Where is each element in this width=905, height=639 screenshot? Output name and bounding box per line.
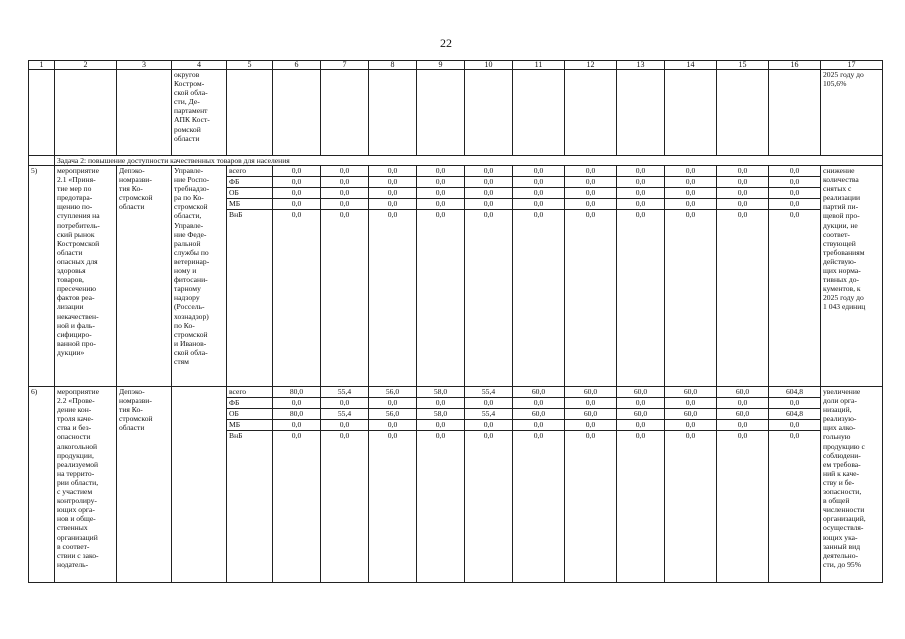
- funding-sources: [227, 166, 273, 387]
- value-column: [369, 166, 417, 387]
- funding-value: 56,0: [369, 409, 416, 420]
- funding-value: 0,0: [565, 199, 616, 210]
- funding-value: 0,0: [737, 210, 748, 219]
- funding-value: 0,0: [565, 166, 616, 177]
- column-number: 14: [665, 61, 717, 70]
- value-column: [617, 166, 665, 387]
- funding-value: 0,0: [483, 431, 494, 440]
- value-column: [769, 166, 821, 387]
- value-column: [769, 387, 821, 583]
- value-column: [417, 166, 465, 387]
- funding-value: 0,0: [387, 210, 398, 219]
- funding-value: 80,0: [273, 387, 320, 398]
- executor: Депэко- номразви- тия Ко- стромской области: [117, 166, 172, 387]
- funding-value: 55,4: [321, 387, 368, 398]
- funding-value: 0,0: [585, 431, 596, 440]
- funding-value: 0,0: [291, 431, 302, 440]
- funding-value: 0,0: [465, 166, 512, 177]
- value-column: [565, 387, 617, 583]
- funding-value: 0,0: [339, 210, 350, 219]
- funding-value: 60,0: [717, 409, 768, 420]
- funding-value: 0,0: [665, 166, 716, 177]
- continuation-row: [29, 70, 883, 156]
- value-column: [665, 166, 717, 387]
- value-column: [321, 387, 369, 583]
- continuation-result: 2025 году до 105,6%: [821, 70, 883, 156]
- funding-value: 0,0: [417, 199, 464, 210]
- funding-value: 60,0: [513, 409, 564, 420]
- funding-value: 0,0: [565, 177, 616, 188]
- column-number: 16: [769, 61, 821, 70]
- page-number: 22: [440, 36, 452, 50]
- value-column: [717, 166, 769, 387]
- funding-value: 0,0: [635, 210, 646, 219]
- funding-value: 0,0: [465, 177, 512, 188]
- funding-value: 604,8: [769, 387, 820, 398]
- funding-value: 60,0: [617, 387, 664, 398]
- column-number-row: [29, 61, 883, 70]
- funding-value: 0,0: [617, 199, 664, 210]
- funding-value: 0,0: [465, 420, 512, 431]
- funding-value: 0,0: [769, 177, 820, 188]
- column-number: 11: [513, 61, 565, 70]
- funding-value: 0,0: [789, 431, 800, 440]
- row-number: 6): [29, 387, 55, 583]
- funding-value: 0,0: [369, 398, 416, 409]
- value-column: [465, 387, 513, 583]
- measure-name: мероприятие 2.1 «Приня- тие мер по предотвра- щению по- ступления на потребитель- ский рынок Костромской области опасных для здоровья товаров, пресечению фактов реа- лизации некачествен- ной и фаль- сифициро- ванной про- дукции»: [55, 166, 117, 387]
- column-number: 2: [55, 61, 117, 70]
- funding-source: ФБ: [227, 398, 272, 409]
- column-number: 15: [717, 61, 769, 70]
- funding-value: 0,0: [321, 398, 368, 409]
- funding-value: 0,0: [717, 188, 768, 199]
- funding-source: ВнБ: [229, 431, 243, 440]
- funding-value: 0,0: [617, 166, 664, 177]
- value-column: [665, 387, 717, 583]
- funding-value: 80,0: [273, 409, 320, 420]
- value-column: [617, 387, 665, 583]
- column-number: 8: [369, 61, 417, 70]
- continuation-coexecutor: округов Костром- ской обла- сти, Де- партамент АПК Кост- ромской области: [172, 70, 227, 156]
- funding-value: 0,0: [617, 177, 664, 188]
- column-number: 17: [821, 61, 883, 70]
- funding-value: 0,0: [617, 188, 664, 199]
- funding-value: 58,0: [417, 387, 464, 398]
- funding-value: 0,0: [769, 199, 820, 210]
- funding-value: 0,0: [321, 188, 368, 199]
- funding-value: 0,0: [465, 199, 512, 210]
- funding-value: 60,0: [665, 387, 716, 398]
- value-column: [565, 166, 617, 387]
- measure-name: мероприятие 2.2 «Прове- дение кон- троля каче- ства и без- опасности алкогольной продукции, реализуемой на террито- рии области, с участием контролиру- ющих орга- нов и обще- ственных организаций в соответ- ствии с зако- нодатель-: [55, 387, 117, 583]
- funding-source: МБ: [227, 420, 272, 431]
- funding-source: МБ: [227, 199, 272, 210]
- funding-value: 0,0: [291, 210, 302, 219]
- task-title: Задача 2: повышение доступности качественных товаров для населения: [55, 156, 883, 166]
- funding-value: 0,0: [665, 188, 716, 199]
- funding-value: 0,0: [665, 177, 716, 188]
- funding-value: 0,0: [435, 431, 446, 440]
- funding-value: 55,4: [321, 409, 368, 420]
- column-number: 6: [273, 61, 321, 70]
- funding-source: всего: [227, 387, 272, 398]
- column-number: 9: [417, 61, 465, 70]
- funding-value: 0,0: [789, 210, 800, 219]
- funding-source: ОБ: [227, 188, 272, 199]
- funding-value: 0,0: [635, 431, 646, 440]
- funding-value: 0,0: [513, 166, 564, 177]
- funding-value: 604,8: [769, 409, 820, 420]
- column-number: 5: [227, 61, 273, 70]
- funding-value: 0,0: [617, 398, 664, 409]
- funding-source: ФБ: [227, 177, 272, 188]
- value-column: [273, 166, 321, 387]
- funding-value: 0,0: [369, 199, 416, 210]
- executor: Депэко- номразви- тия Ко- стромской области: [117, 387, 172, 583]
- funding-value: 0,0: [565, 398, 616, 409]
- funding-value: 0,0: [369, 177, 416, 188]
- value-column: [465, 166, 513, 387]
- funding-value: 0,0: [665, 199, 716, 210]
- co-executor: [172, 387, 227, 583]
- value-column: [513, 166, 565, 387]
- funding-value: 0,0: [369, 188, 416, 199]
- funding-value: 0,0: [513, 199, 564, 210]
- funding-value: 0,0: [769, 420, 820, 431]
- funding-value: 0,0: [465, 188, 512, 199]
- column-number: 7: [321, 61, 369, 70]
- funding-sources: [227, 387, 273, 583]
- funding-value: 0,0: [417, 177, 464, 188]
- value-column: [417, 387, 465, 583]
- column-number: 10: [465, 61, 513, 70]
- funding-source: ВнБ: [229, 210, 243, 219]
- funding-value: 0,0: [717, 398, 768, 409]
- funding-value: 0,0: [717, 177, 768, 188]
- funding-value: 0,0: [565, 420, 616, 431]
- funding-value: 0,0: [435, 210, 446, 219]
- funding-value: 0,0: [513, 177, 564, 188]
- funding-value: 0,0: [533, 210, 544, 219]
- funding-value: 0,0: [585, 210, 596, 219]
- funding-source: всего: [227, 166, 272, 177]
- funding-value: 0,0: [273, 199, 320, 210]
- value-column: [369, 387, 417, 583]
- measure-row: [29, 166, 883, 387]
- funding-value: 0,0: [273, 177, 320, 188]
- funding-value: 0,0: [417, 166, 464, 177]
- funding-value: 0,0: [273, 398, 320, 409]
- funding-value: 0,0: [617, 420, 664, 431]
- column-number: 12: [565, 61, 617, 70]
- funding-value: 0,0: [369, 166, 416, 177]
- funding-value: 0,0: [665, 398, 716, 409]
- funding-value: 0,0: [513, 398, 564, 409]
- funding-value: 0,0: [665, 420, 716, 431]
- funding-value: 0,0: [565, 188, 616, 199]
- column-number: 4: [172, 61, 227, 70]
- co-executor: Управле- ние Роспо- требнадзо- ра по Ко- стромской области, Управле- ние Феде- ральной службы по ветеринар- ному и фитосани- тарному надзору (Россель- хознадзор) по Ко- стромской и Иванов- ской обла- стям: [172, 166, 227, 387]
- funding-value: 0,0: [339, 431, 350, 440]
- funding-value: 0,0: [273, 420, 320, 431]
- funding-value: 58,0: [417, 409, 464, 420]
- funding-value: 0,0: [273, 188, 320, 199]
- funding-value: 0,0: [321, 166, 368, 177]
- funding-value: 0,0: [417, 398, 464, 409]
- funding-value: 0,0: [465, 398, 512, 409]
- funding-value: 55,4: [465, 387, 512, 398]
- expected-result: снижение количества снятых с реализации партий пи- щевой про- дукции, не соответ- ствующей требованиям действую- щих норма- тивных до- кументов, к 2025 году до 1 043 единиц: [821, 166, 883, 387]
- funding-value: 60,0: [617, 409, 664, 420]
- funding-value: 0,0: [717, 199, 768, 210]
- funding-value: 60,0: [513, 387, 564, 398]
- funding-value: 0,0: [417, 188, 464, 199]
- funding-value: 0,0: [417, 420, 464, 431]
- column-number: 13: [617, 61, 665, 70]
- measure-row: [29, 387, 883, 583]
- funding-value: 60,0: [717, 387, 768, 398]
- funding-value: 0,0: [717, 166, 768, 177]
- value-column: [513, 387, 565, 583]
- funding-value: 0,0: [685, 431, 696, 440]
- funding-value: 0,0: [321, 199, 368, 210]
- funding-value: 0,0: [513, 420, 564, 431]
- value-column: [273, 387, 321, 583]
- value-column: [717, 387, 769, 583]
- row-number: 5): [29, 166, 55, 387]
- funding-value: 0,0: [717, 420, 768, 431]
- funding-value: 0,0: [513, 188, 564, 199]
- funding-value: 0,0: [533, 431, 544, 440]
- task-row: [29, 156, 883, 166]
- column-number: 1: [29, 61, 55, 70]
- program-table: [28, 60, 883, 583]
- funding-value: 60,0: [565, 387, 616, 398]
- funding-value: 60,0: [565, 409, 616, 420]
- funding-value: 0,0: [273, 166, 320, 177]
- funding-value: 60,0: [665, 409, 716, 420]
- funding-value: 0,0: [769, 398, 820, 409]
- funding-source: ОБ: [227, 409, 272, 420]
- funding-value: 0,0: [769, 188, 820, 199]
- funding-value: 0,0: [321, 177, 368, 188]
- funding-value: 0,0: [387, 431, 398, 440]
- value-column: [321, 166, 369, 387]
- funding-value: 0,0: [737, 431, 748, 440]
- funding-value: 56,0: [369, 387, 416, 398]
- funding-value: 55,4: [465, 409, 512, 420]
- funding-value: 0,0: [321, 420, 368, 431]
- funding-value: 0,0: [685, 210, 696, 219]
- expected-result: увеличение доли орга- низаций, реализую- щих алко- гольную продукцию с соблюдени- ем требова- ний к каче- ству и бе- зопасности, в общей численности организаций, осуществля- ющих ука- занный вид деятельно- сти, до 95%: [821, 387, 883, 583]
- funding-value: 0,0: [483, 210, 494, 219]
- funding-value: 0,0: [769, 166, 820, 177]
- funding-value: 0,0: [369, 420, 416, 431]
- column-number: 3: [117, 61, 172, 70]
